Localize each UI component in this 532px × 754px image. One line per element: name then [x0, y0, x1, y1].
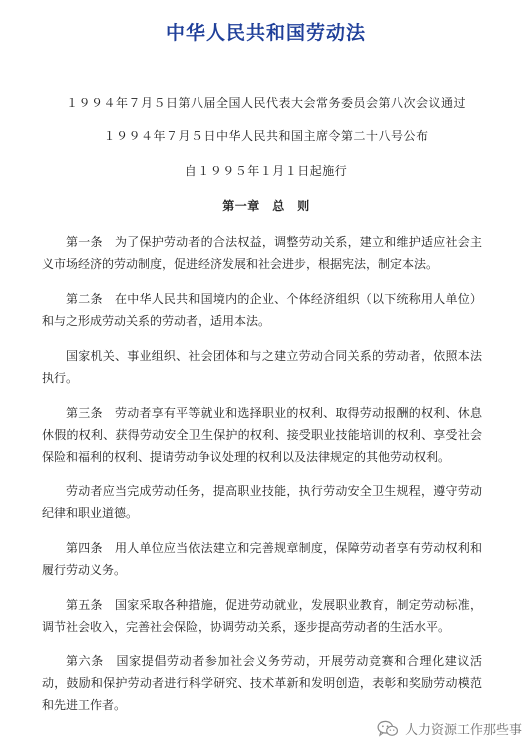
article-paragraph: 第六条 国家提倡劳动者参加社会义务劳动，开展劳动竞赛和合理化建议活动，鼓励和保护劳动者进行科学研究、技术革新和发明创造，表彰和奖励劳动模范和先进工作者。: [42, 654, 482, 712]
article-paragraph: 第五条 国家采取各种措施，促进劳动就业，发展职业教育，制定劳动标准，调节社会收入，完善社会保险，协调劳动关系，逐步提高劳动者的生活水平。: [42, 598, 482, 634]
article-paragraph: 劳动者应当完成劳动任务，提高职业技能，执行劳动安全卫生规程，遵守劳动纪律和职业道德。: [42, 484, 482, 520]
promulgation-line: １９９４年７月５日中华人民共和国主席令第二十八号公布: [103, 129, 429, 143]
account-watermark: [377, 719, 522, 738]
article-paragraph: 国家机关、事业组织、社会团体和与之建立劳动合同关系的劳动者，依照本法执行。: [42, 349, 482, 385]
article-paragraph: 第三条 劳动者享有平等就业和选择职业的权利、取得劳动报酬的权利、休息休假的权利、获得劳动安全卫生保护的权利、接受职业技能培训的权利、享受社会保险和福利的权利、提请劳动争议处理的权利以及法律规定的其他劳动权利。: [42, 406, 482, 464]
article-paragraph: 第四条 用人单位应当依法建立和完善规章制度，保障劳动者享有劳动权利和履行劳动义务。: [42, 541, 482, 577]
adoption-line: １９９４年７月５日第八届全国人民代表大会常务委员会第八次会议通过: [65, 96, 466, 110]
article-paragraph: 第一条 为了保护劳动者的合法权益，调整劳动关系，建立和维护适应社会主义市场经济的劳动制度，促进经济发展和社会进步，根据宪法，制定本法。: [42, 235, 482, 271]
article-paragraph: 第二条 在中华人民共和国境内的企业、个体经济组织（以下统称用人单位）和与之形成劳动关系的劳动者，适用本法。: [42, 292, 482, 328]
document-title: 中华人民共和国劳动法: [165, 22, 366, 44]
watermark-text: 人力资源工作那些事: [404, 723, 522, 738]
effective-date-line: 自１９９５年１月１日起施行: [184, 164, 348, 178]
wechat-icon: [377, 720, 399, 738]
chapter-heading: 第一章 总 则: [222, 199, 310, 213]
